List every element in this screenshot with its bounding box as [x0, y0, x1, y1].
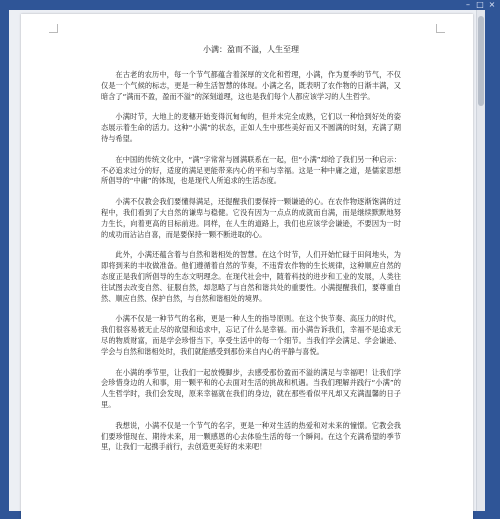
document-title: 小满：盈而不溢，人生至理 [203, 45, 299, 54]
margin-mark-top-left [49, 24, 58, 33]
window-titlebar [0, 0, 500, 10]
paragraph-6: 小满不仅是一种节气的名称，更是一种人生的指导原则。在这个快节奏、高压力的时代，我们很容易被无止尽的欲望和追求中，忘记了什么是幸福。而小满告诉我们，幸福不是追求无尽的物质财富，而是学会珍惜当下，享受生活中的每一个细节。当我们学会满足、学会谦逊、学会与自然和谐相处时，我们就能感受到那份来自内心的平静与喜悦。 [101, 314, 401, 356]
paragraph-2: 小满时节，大地上的麦穗开始变得沉甸甸的，但并未完全成熟，它们以一种恰到好处的姿态展示着生命的活力。这种“小满”的状态，正如人生中那些美好而又不圆满的时刻，充满了期待与希望。 [101, 112, 401, 143]
close-icon[interactable]: × [488, 0, 496, 9]
window-controls [464, 0, 496, 10]
scrollbar-thumb[interactable] [478, 16, 484, 106]
paragraph-1: 在古老的农历中，每一个节气都蕴含着深厚的文化和哲理，小满，作为夏季的节气，不仅仅是一个气候的标志，更是一种生活智慧的体现。小满之名，既表明了农作物的日渐丰满，又暗含了“满而不盈，盈而不溢”的深刻道理，这也是我们每个人都应该学习的人生哲学。 [101, 70, 401, 101]
vertical-scrollbar[interactable] [476, 10, 485, 511]
maximize-icon[interactable]: □ [476, 0, 484, 9]
margin-mark-top-right [436, 24, 445, 33]
document-page [21, 14, 473, 519]
paragraph-7: 在小满的季节里，让我们一起放慢脚步，去感受那份盈而不溢的满足与幸福吧！让我们学会珍惜身边的人和事，用一颗平和的心去面对生活的挑战和机遇。当我们理解并践行“小满”的人生哲学时，我们会发现，原来幸福就在我们的身边，就在那些看似平凡却又充满温馨的日子里。 [101, 367, 401, 409]
paragraph-5: 此外，小满还蕴含着与自然和谐相处的智慧。在这个时节，人们开始忙碌于田间地头，为即将到来的丰收做准备。他们遵循着自然的节奏，不违背农作物的生长规律，这种顺应自然的态度正是我们所倡导的生态文明理念。在现代社会中，随着科技的进步和工业的发展，人类往往试图去改变自然、征服自然，却忽略了与自然和谐共处的重要性。小满提醒我们，要尊重自然、顺应自然、保护自然，与自然和谐相处的境界。 [101, 250, 401, 303]
document-viewport[interactable] [9, 10, 485, 511]
paragraph-8: 我想说，小满不仅是一个节气的名字，更是一种对生活的热爱和对未来的憧憬。它教会我们要珍惜现在、期待未来，用一颗感恩的心去体验生活的每一个瞬间。在这个充满希望的季节里，让我们一起携手前行，去创造更美好的未来吧！ [101, 420, 401, 452]
minimize-icon[interactable]: – [466, 0, 470, 9]
paragraph-3: 在中国的传统文化中，“满”字常常与圆满联系在一起，但“小满”却给了我们另一种启示：不必追求过分的好，适度的满足更能带来内心的平和与幸福。这是一种中庸之道，是儒家思想所倡导的“中庸”的体现，也是现代人所追求的生活态度。 [101, 154, 401, 186]
document-body [101, 44, 401, 463]
paragraph-4: 小满不仅教会我们要懂得满足，还提醒我们要保持一颗谦逊的心。在农作物逐渐饱满的过程中，我们看到了大自然的谦卑与稳健。它没有因为一点点的成就而自满，而是继续默默地努力生长，向着更高的目标前进。同样，在人生的道路上，我们也应该学会谦逊，不要因为一时的成功而沾沾自喜，而是要保持一颗不断进取的心。 [101, 197, 401, 239]
